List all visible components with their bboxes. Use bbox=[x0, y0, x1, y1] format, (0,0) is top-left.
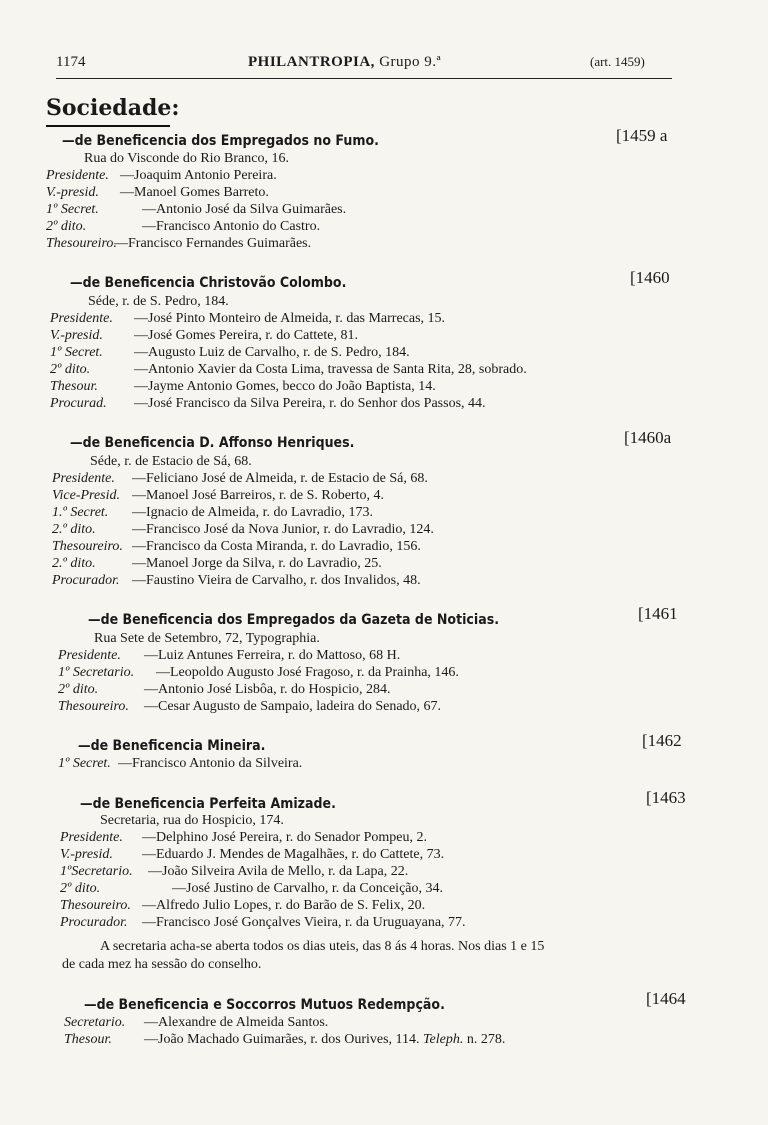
member-name: —Antonio Xavier da Costa Lima, travessa de Santa Rita, 28, sobrado. bbox=[134, 362, 527, 377]
entry-number: [1463 bbox=[646, 788, 686, 807]
role-label: 2º dito. bbox=[60, 881, 101, 896]
member-line bbox=[58, 665, 459, 681]
member-line bbox=[60, 864, 409, 880]
entry-number: [1459 a bbox=[616, 126, 668, 145]
entry-title: —de Beneficencia dos Empregados da Gazeta de Noticias. bbox=[88, 612, 500, 628]
member-name: —Francisco José da Nova Junior, r. do Lavradio, 124. bbox=[132, 522, 434, 537]
member-name: —Eduardo J. Mendes de Magalhães, r. do Cattete, 73. bbox=[142, 847, 445, 862]
member-name: —José Pinto Monteiro de Almeida, r. das Marrecas, 15. bbox=[134, 311, 446, 326]
member-detail bbox=[144, 1032, 505, 1048]
member-line bbox=[46, 168, 277, 184]
entry-number: [1460a bbox=[624, 428, 672, 447]
role-label: Presidente. bbox=[46, 168, 109, 183]
member-line bbox=[52, 573, 421, 589]
member-name: —José Francisco da Silva Pereira, r. do Senhor dos Passos, 44. bbox=[134, 396, 486, 411]
role-label: 2º dito. bbox=[46, 219, 87, 234]
entry-title: —de Beneficencia Mineira. bbox=[78, 738, 266, 754]
member-name: —Francisco Antonio da Silveira. bbox=[118, 756, 303, 771]
member-name: —Luiz Antunes Ferreira, r. do Mattoso, 68 H. bbox=[144, 648, 401, 663]
role-label: 1º Secret. bbox=[58, 756, 111, 771]
entry-number: [1462 bbox=[642, 731, 682, 750]
member-line bbox=[52, 505, 374, 521]
role-label: Presidente. bbox=[52, 471, 115, 486]
role-label: Procurador. bbox=[60, 915, 128, 930]
member-line bbox=[50, 396, 486, 412]
role-label: Presidente. bbox=[58, 648, 121, 663]
member-line bbox=[50, 345, 410, 361]
section-underline bbox=[46, 125, 170, 127]
member-name: —José Justino de Carvalho, r. da Conceição, 34. bbox=[172, 881, 444, 896]
running-title bbox=[248, 54, 441, 71]
address-line: Secretaria, rua do Hospicio, 174. bbox=[100, 813, 284, 828]
member-line bbox=[64, 1032, 506, 1048]
member-line bbox=[50, 311, 446, 327]
role-label: Procurad. bbox=[50, 396, 107, 411]
member-name: —Ignacio de Almeida, r. do Lavradio, 173. bbox=[132, 505, 374, 520]
secretaria-note-cont: de cada mez ha sessão do conselho. bbox=[62, 957, 262, 972]
member-line bbox=[50, 328, 358, 344]
member-line bbox=[58, 648, 401, 664]
entry-title: —de Beneficencia Perfeita Amizade. bbox=[80, 796, 336, 812]
running-title-text: PHILANTROPIA, bbox=[248, 54, 375, 70]
entry-title: —de Beneficencia D. Affonso Henriques. bbox=[70, 435, 355, 451]
role-label: Presidente. bbox=[50, 311, 113, 326]
member-name: —Manoel Jorge da Silva, r. do Lavradio, 25. bbox=[132, 556, 382, 571]
member-line bbox=[50, 379, 436, 395]
member-name: —Leopoldo Augusto José Fragoso, r. da Prainha, 146. bbox=[156, 665, 459, 680]
role-label: 2.º dito. bbox=[52, 522, 96, 537]
address-line: Séde, r. de S. Pedro, 184. bbox=[88, 294, 229, 309]
section-title: Sociedade: bbox=[46, 95, 180, 121]
member-line bbox=[46, 202, 347, 218]
header-rule bbox=[56, 78, 672, 79]
address-line: Rua Sete de Setembro, 72, Typographia. bbox=[94, 631, 320, 646]
member-name: —Antonio José Lisbôa, r. do Hospicio, 284. bbox=[144, 682, 391, 697]
member-name: —Francisco José Gonçalves Vieira, r. da Uruguayana, 77. bbox=[142, 915, 466, 930]
member-line bbox=[64, 1015, 329, 1031]
member-name: —João Silveira Avila de Mello, r. da Lapa, 22. bbox=[148, 864, 409, 879]
member-name: —Alfredo Julio Lopes, r. do Barão de S. Felix, 20. bbox=[142, 898, 426, 913]
member-line bbox=[60, 881, 444, 897]
member-name: —José Gomes Pereira, r. do Cattete, 81. bbox=[134, 328, 358, 343]
member-line bbox=[52, 522, 434, 538]
member-name: —Francisco Fernandes Guimarães. bbox=[114, 236, 312, 251]
member-line bbox=[52, 539, 421, 555]
role-label: Thesoureiro. bbox=[60, 898, 131, 913]
member-line bbox=[60, 898, 426, 914]
role-label: 1ºSecretario. bbox=[60, 864, 133, 879]
member-line bbox=[58, 699, 442, 715]
role-label: Thesour. bbox=[64, 1032, 112, 1047]
entry-number: [1460 bbox=[630, 268, 670, 287]
role-label: Vice-Presid. bbox=[52, 488, 121, 503]
role-label: Thesoureiro. bbox=[58, 699, 129, 714]
role-label: 1º Secret. bbox=[46, 202, 99, 217]
member-name: —Manoel José Barreiros, r. de S. Roberto, 4. bbox=[132, 488, 384, 503]
entry-title: —de Beneficencia Christovão Colombo. bbox=[70, 275, 347, 291]
secretaria-note: A secretaria acha-se aberta todos os dias uteis, das 8 ás 4 horas. Nos dias 1 e 15 bbox=[100, 939, 545, 954]
member-name: —João Machado Guimarães, r. dos Ourives, 114. bbox=[144, 1032, 420, 1047]
role-label: 1.º Secret. bbox=[52, 505, 109, 520]
role-label: 2º dito. bbox=[50, 362, 91, 377]
member-name: —Cesar Augusto de Sampaio, ladeira do Senado, 67. bbox=[144, 699, 442, 714]
address-line: Séde, r. de Estacio de Sá, 68. bbox=[90, 454, 252, 469]
member-line bbox=[58, 756, 303, 772]
role-label: 2º dito. bbox=[58, 682, 99, 697]
role-label: 2.º dito. bbox=[52, 556, 96, 571]
entry-title: —de Beneficencia e Soccorros Mutuos Redempção. bbox=[84, 997, 445, 1013]
member-line bbox=[60, 847, 445, 863]
role-label: V.-presid. bbox=[46, 185, 99, 200]
entry-number: [1464 bbox=[646, 989, 686, 1008]
role-label: Thesour. bbox=[50, 379, 98, 394]
member-line bbox=[50, 362, 527, 378]
role-label: Secretario. bbox=[64, 1015, 126, 1030]
article-ref: (art. 1459) bbox=[590, 54, 645, 69]
member-name: —Manoel Gomes Barreto. bbox=[120, 185, 269, 200]
member-line bbox=[60, 915, 466, 931]
member-line bbox=[52, 556, 382, 572]
member-name: —Jayme Antonio Gomes, becco do João Baptista, 14. bbox=[134, 379, 436, 394]
member-line bbox=[60, 830, 428, 846]
member-name: —Joaquim Antonio Pereira. bbox=[120, 168, 277, 183]
entry-number: [1461 bbox=[638, 604, 678, 623]
role-label: V.-presid. bbox=[60, 847, 113, 862]
role-label: Presidente. bbox=[60, 830, 123, 845]
member-name: —Antonio José da Silva Guimarães. bbox=[142, 202, 347, 217]
member-line bbox=[46, 236, 312, 252]
member-line bbox=[52, 488, 384, 504]
telephone-label: Teleph. bbox=[423, 1032, 464, 1047]
telephone-number: n. 278. bbox=[466, 1032, 506, 1047]
role-label: 1º Secretario. bbox=[58, 665, 135, 680]
member-name: —Francisco Antonio do Castro. bbox=[142, 219, 321, 234]
role-label: Thesoureiro. bbox=[46, 236, 117, 251]
running-group: Grupo 9.ª bbox=[379, 54, 442, 70]
member-name: —Alexandre de Almeida Santos. bbox=[144, 1015, 329, 1030]
member-name: —Feliciano José de Almeida, r. de Estacio de Sá, 68. bbox=[132, 471, 428, 486]
member-line bbox=[46, 185, 269, 201]
role-label: Thesoureiro. bbox=[52, 539, 123, 554]
member-line bbox=[52, 471, 428, 487]
address-line: Rua do Visconde do Rio Branco, 16. bbox=[84, 151, 289, 166]
role-label: V.-presid. bbox=[50, 328, 103, 343]
member-line bbox=[58, 682, 391, 698]
page-number: 1174 bbox=[56, 54, 86, 70]
role-label: 1º Secret. bbox=[50, 345, 103, 360]
entry-title: —de Beneficencia dos Empregados no Fumo. bbox=[62, 133, 379, 149]
member-name: —Augusto Luiz de Carvalho, r. de S. Pedro, 184. bbox=[134, 345, 410, 360]
member-name: —Francisco da Costa Miranda, r. do Lavradio, 156. bbox=[132, 539, 421, 554]
role-label: Procurador. bbox=[52, 573, 120, 588]
member-name: —Delphino José Pereira, r. do Senador Pompeu, 2. bbox=[142, 830, 428, 845]
member-name: —Faustino Vieira de Carvalho, r. dos Invalidos, 48. bbox=[132, 573, 421, 588]
member-line bbox=[46, 219, 321, 235]
